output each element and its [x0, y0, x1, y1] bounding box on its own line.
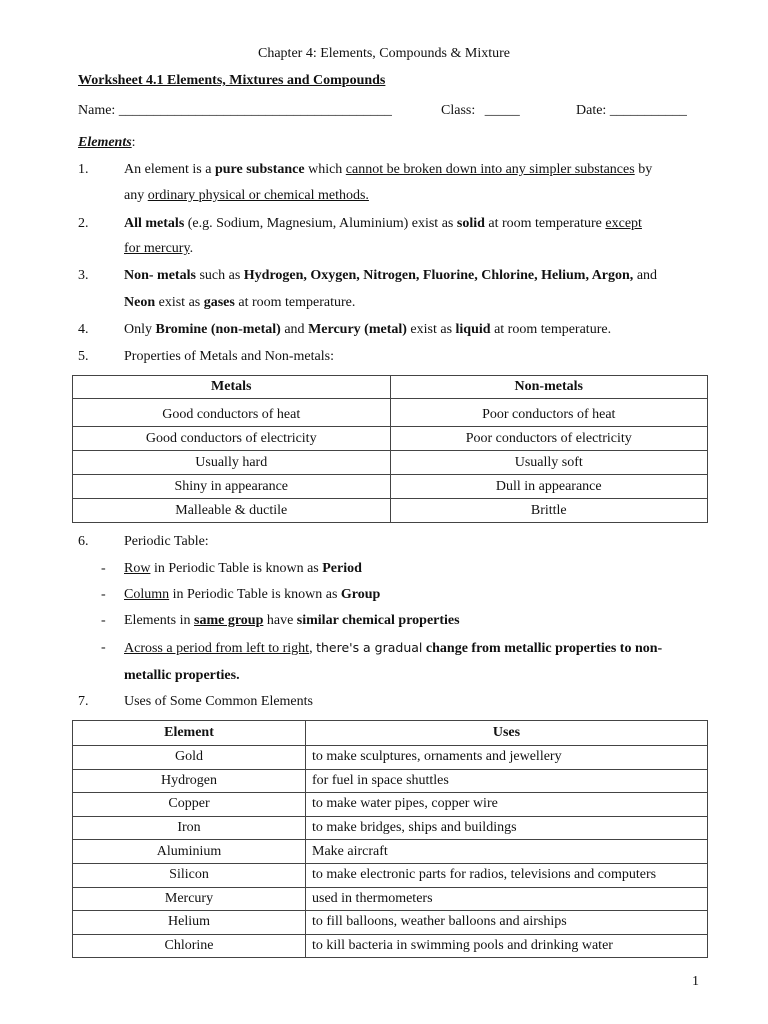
text-run: liquid — [455, 322, 491, 337]
element-cell: Chlorine — [73, 934, 306, 958]
text-run: in Periodic Table is known as — [150, 561, 323, 576]
text-run: and — [280, 322, 309, 337]
worksheet-title: Worksheet 4.1 Elements, Mixtures and Compounds — [78, 73, 386, 88]
item-2-line-2 — [124, 241, 193, 257]
table-header-cell: Non-metals — [390, 376, 708, 399]
bullet-dash: - — [101, 561, 106, 576]
page-number: 1 — [692, 974, 699, 989]
periodic-bullet-1 — [124, 561, 362, 577]
table-cell: Dull in appearance — [390, 475, 708, 499]
table-row — [73, 746, 708, 770]
text-run: at room temperature. — [490, 322, 612, 337]
table-header-cell: Metals — [73, 376, 391, 399]
text-run: exist as — [406, 322, 456, 337]
table-cell: Poor conductors of electricity — [390, 427, 708, 451]
uses-cell: to make sculptures, ornaments and jewellery — [306, 746, 708, 770]
section-heading — [78, 135, 136, 151]
bullet-dash: - — [101, 640, 106, 655]
periodic-bullet-4-line-1 — [124, 640, 662, 657]
table-cell: Shiny in appearance — [73, 475, 391, 499]
item-number: 7. — [78, 694, 89, 709]
text-run: in Periodic Table is known as — [169, 587, 341, 602]
text-run: at room temperature. — [234, 295, 356, 310]
table-row — [73, 816, 708, 840]
properties-table — [72, 375, 708, 523]
text-run: Mercury (metal) — [308, 322, 407, 337]
item-6-line-1: Periodic Table: — [124, 534, 209, 549]
section-title: Elements — [78, 135, 132, 150]
element-cell: Hydrogen — [73, 769, 306, 793]
text-run: An element is a — [124, 162, 215, 177]
item-4-line-1 — [124, 322, 611, 338]
table-cell: Good conductors of electricity — [73, 427, 391, 451]
table-cell: Malleable & ductile — [73, 499, 391, 523]
item-3-line-1 — [124, 268, 657, 284]
element-cell: Mercury — [73, 887, 306, 911]
periodic-bullet-4-line-2 — [124, 668, 240, 684]
table-row — [73, 499, 708, 523]
item-number: 2. — [78, 216, 89, 231]
text-run: Only — [124, 322, 156, 337]
item-5-line-1: Properties of Metals and Non-metals: — [124, 349, 334, 364]
table-row — [73, 451, 708, 475]
text-run: . — [189, 241, 194, 256]
element-cell: Aluminium — [73, 840, 306, 864]
class-blank[interactable]: _____ — [484, 103, 520, 118]
text-run: Elements in — [124, 613, 194, 628]
text-run: except — [605, 216, 642, 231]
date-field[interactable] — [576, 103, 687, 119]
name-blank[interactable]: _______________________________________ — [118, 103, 392, 118]
item-number: 4. — [78, 322, 89, 337]
text-run: for mercury — [124, 241, 190, 256]
table-row — [73, 840, 708, 864]
text-run: cannot be broken down into any simpler substances — [345, 162, 635, 177]
text-run: same group — [194, 613, 264, 628]
date-blank[interactable]: ___________ — [609, 103, 687, 118]
chapter-title: Chapter 4: Elements, Compounds & Mixture — [258, 46, 510, 61]
name-field[interactable] — [78, 103, 392, 119]
table-header-row — [73, 721, 708, 746]
name-label: Name: — [78, 103, 116, 118]
text-run: metallic properties. — [124, 668, 240, 683]
text-run: ordinary physical or chemical methods. — [147, 188, 369, 203]
item-7-line-1: Uses of Some Common Elements — [124, 694, 313, 709]
table-row — [73, 475, 708, 499]
item-3-line-2 — [124, 295, 355, 311]
periodic-bullet-2 — [124, 587, 380, 603]
text-run: by — [634, 162, 653, 177]
text-run: gases — [203, 295, 235, 310]
table-row — [73, 769, 708, 793]
table-cell: Usually hard — [73, 451, 391, 475]
uses-cell: used in thermometers — [306, 887, 708, 911]
table-row — [73, 887, 708, 911]
text-run: Bromine (non-metal) — [155, 322, 281, 337]
text-run: All metals — [124, 216, 185, 231]
uses-cell: to fill balloons, weather balloons and airships — [306, 911, 708, 935]
item-2-line-1 — [124, 216, 642, 232]
table-cell: Poor conductors of heat — [390, 399, 708, 427]
uses-cell: Make aircraft — [306, 840, 708, 864]
text-run: Row — [124, 561, 151, 576]
element-cell: Gold — [73, 746, 306, 770]
section-colon: : — [131, 135, 136, 150]
uses-cell: to make electronic parts for radios, televisions and computers — [306, 863, 708, 887]
text-run: Column — [124, 587, 170, 602]
table-row — [73, 911, 708, 935]
table-cell: Good conductors of heat — [73, 399, 391, 427]
table-header-row — [73, 376, 708, 399]
item-number: 5. — [78, 349, 89, 364]
table-row — [73, 427, 708, 451]
element-cell: Copper — [73, 793, 306, 817]
text-run: Neon — [124, 295, 156, 310]
class-label: Class: — [441, 103, 476, 118]
table-row — [73, 793, 708, 817]
item-1-line-1 — [124, 162, 652, 178]
uses-cell: to make bridges, ships and buildings — [306, 816, 708, 840]
table-header-cell: Uses — [306, 721, 708, 746]
class-field[interactable] — [441, 103, 520, 119]
text-run: exist as — [155, 295, 204, 310]
uses-cell: to make water pipes, copper wire — [306, 793, 708, 817]
text-run: change from metallic properties to non- — [422, 641, 663, 656]
text-run: there's a gradual — [316, 640, 423, 655]
text-run: and — [633, 268, 658, 283]
text-run: similar chemical properties — [296, 613, 460, 628]
table-header-cell: Element — [73, 721, 306, 746]
item-number: 6. — [78, 534, 89, 549]
text-run: Hydrogen, Oxygen, Nitrogen, Fluorine, Chlorine, Helium, Argon, — [243, 268, 634, 283]
bullet-dash: - — [101, 613, 106, 628]
table-row — [73, 934, 708, 958]
element-cell: Iron — [73, 816, 306, 840]
text-run: Period — [322, 561, 362, 576]
item-number: 3. — [78, 268, 89, 283]
text-run: pure substance — [214, 162, 305, 177]
uses-cell: for fuel in space shuttles — [306, 769, 708, 793]
text-run: which — [304, 162, 346, 177]
periodic-bullet-3 — [124, 613, 460, 629]
date-label: Date: — [576, 103, 607, 118]
table-row — [73, 863, 708, 887]
text-run: Group — [340, 587, 381, 602]
table-cell: Usually soft — [390, 451, 708, 475]
element-cell: Helium — [73, 911, 306, 935]
text-run: , — [309, 641, 317, 656]
bullet-dash: - — [101, 587, 106, 602]
item-1-line-2 — [124, 188, 369, 204]
text-run: at room temperature — [484, 216, 606, 231]
text-run: (e.g. Sodium, Magnesium, Aluminium) exist as — [184, 216, 457, 231]
item-number: 1. — [78, 162, 89, 177]
text-run: solid — [456, 216, 485, 231]
text-run: Across a period from left to right — [124, 641, 310, 656]
uses-cell: to kill bacteria in swimming pools and drinking water — [306, 934, 708, 958]
text-run: Non- metals — [124, 268, 196, 283]
uses-table — [72, 720, 708, 958]
text-run: have — [263, 613, 297, 628]
text-run: such as — [195, 268, 244, 283]
table-cell: Brittle — [390, 499, 708, 523]
element-cell: Silicon — [73, 863, 306, 887]
table-row — [73, 399, 708, 427]
text-run: any — [124, 188, 148, 203]
